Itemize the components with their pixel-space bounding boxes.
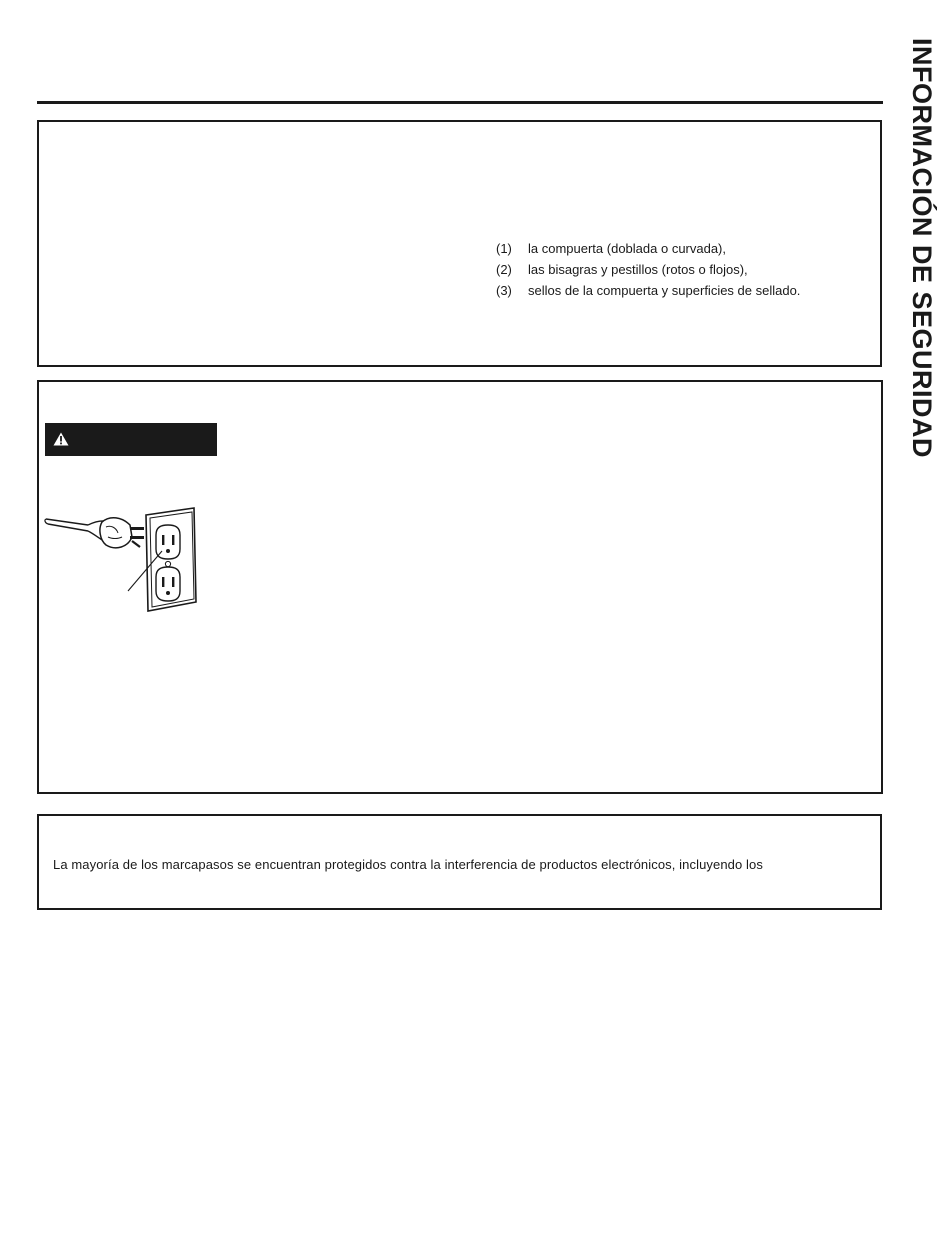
- list-item-text: sellos de la compuerta y superficies de sellado.: [528, 283, 801, 298]
- list-item-text: la compuerta (doblada o curvada),: [528, 241, 727, 256]
- list-item-number: (1): [496, 241, 512, 256]
- warning-banner: [45, 423, 217, 456]
- section-side-title: [902, 38, 942, 538]
- list-item-text: las bisagras y pestillos (rotos o flojos),: [528, 262, 748, 277]
- header-rule: [37, 101, 883, 104]
- pacemaker-paragraph: La mayoría de los marcapasos se encuentran protegidos contra la interferencia de productos electrónicos, incluyendo los: [53, 857, 763, 872]
- list-item: [496, 259, 800, 280]
- grounded-outlet-illustration: [44, 505, 202, 615]
- side-title-text: INFORMACIÓN DE SEGURIDAD: [907, 38, 937, 459]
- damage-list: [496, 238, 800, 301]
- list-item-number: (3): [496, 283, 512, 298]
- plug-icon: [100, 518, 144, 548]
- wall-outlet-icon: [146, 508, 196, 611]
- list-item: [496, 238, 800, 259]
- list-item-number: (2): [496, 262, 512, 277]
- warning-triangle-icon: [53, 432, 69, 446]
- list-item: [496, 280, 800, 301]
